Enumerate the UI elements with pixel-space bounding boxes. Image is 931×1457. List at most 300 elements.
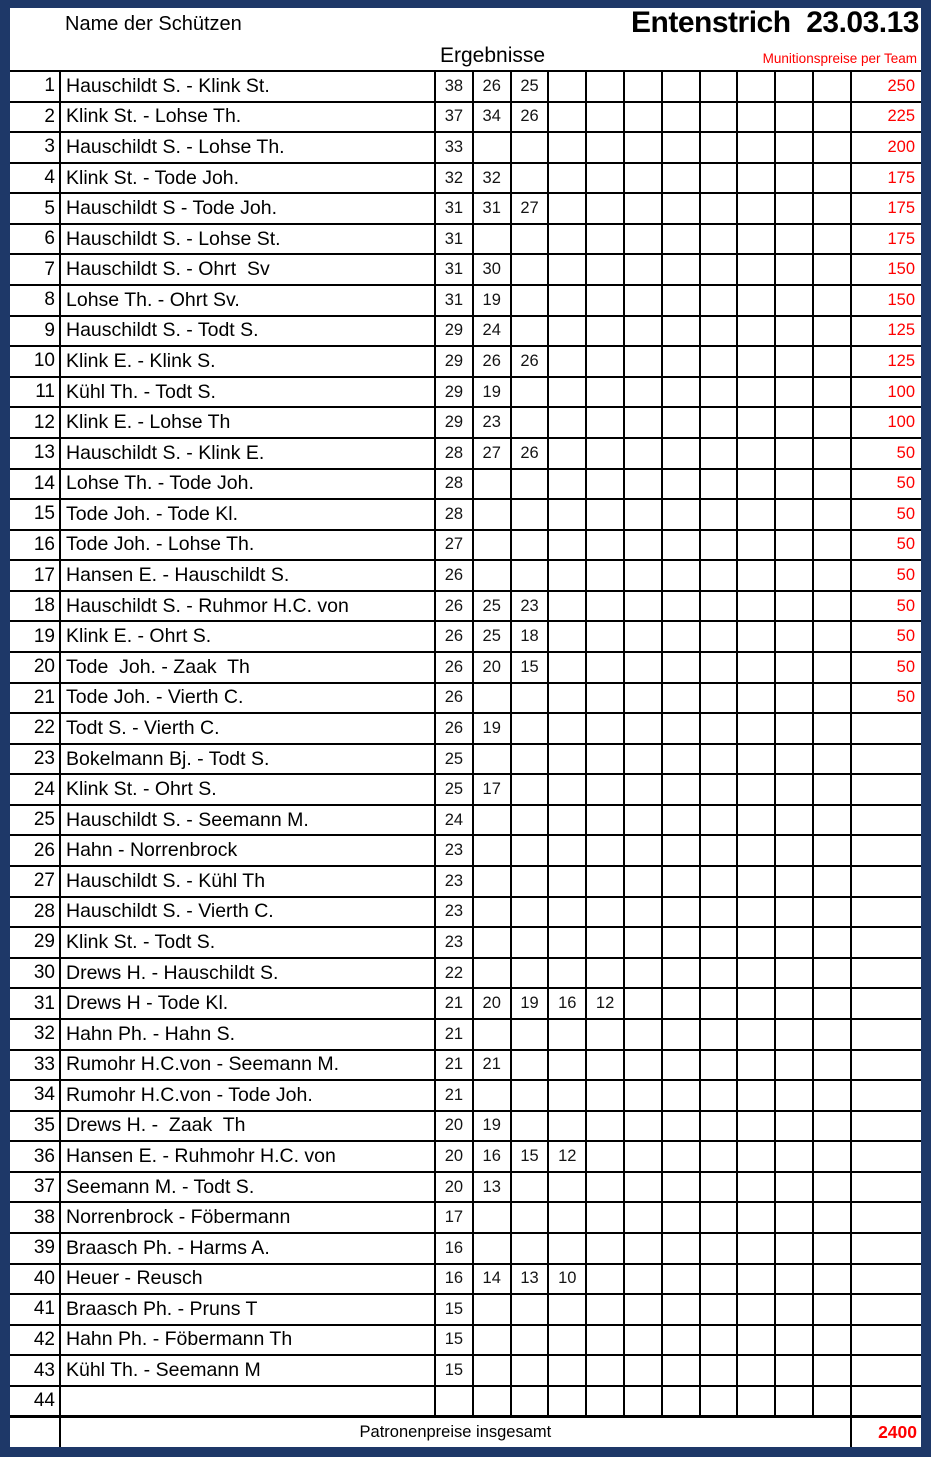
score-cell bbox=[586, 285, 624, 316]
score-cell bbox=[775, 1141, 813, 1172]
score-cell bbox=[662, 224, 700, 255]
score-cell bbox=[548, 530, 586, 561]
row-number: 34 bbox=[10, 1080, 60, 1111]
price-cell bbox=[851, 1202, 921, 1233]
score-cell bbox=[624, 1111, 662, 1142]
score-cell bbox=[586, 377, 624, 408]
score-cell: 19 bbox=[473, 713, 511, 744]
score-cell: 16 bbox=[473, 1141, 511, 1172]
price-cell: 150 bbox=[851, 285, 921, 316]
score-cell bbox=[700, 1080, 738, 1111]
price-cell: 150 bbox=[851, 254, 921, 285]
score-cell bbox=[662, 652, 700, 683]
score-cell bbox=[737, 1019, 775, 1050]
score-cell: 27 bbox=[511, 193, 549, 224]
score-cell bbox=[737, 163, 775, 194]
score-cell bbox=[813, 1172, 851, 1203]
team-name: Hauschildt S. - Seemann M. bbox=[60, 805, 435, 836]
score-cell bbox=[813, 866, 851, 897]
price-cell: 175 bbox=[851, 224, 921, 255]
score-cell bbox=[624, 1080, 662, 1111]
row-number: 22 bbox=[10, 713, 60, 744]
score-cell bbox=[511, 224, 549, 255]
score-cell bbox=[511, 254, 549, 285]
row-number: 9 bbox=[10, 316, 60, 347]
score-cell bbox=[511, 927, 549, 958]
score-cell bbox=[737, 835, 775, 866]
score-cell bbox=[586, 1233, 624, 1264]
row-number: 4 bbox=[10, 163, 60, 194]
score-cell bbox=[624, 254, 662, 285]
team-name: Hansen E. - Ruhmohr H.C. von bbox=[60, 1141, 435, 1172]
score-cell bbox=[775, 1019, 813, 1050]
team-name: Hauschildt S - Tode Joh. bbox=[60, 193, 435, 224]
score-cell bbox=[813, 71, 851, 102]
table-row bbox=[10, 530, 921, 561]
score-cell: 27 bbox=[435, 530, 473, 561]
score-cell bbox=[511, 285, 549, 316]
score-cell bbox=[548, 1111, 586, 1142]
score-cell bbox=[548, 1019, 586, 1050]
total-row bbox=[10, 1416, 921, 1447]
table-row bbox=[10, 469, 921, 500]
score-cell bbox=[662, 469, 700, 500]
score-cell bbox=[700, 346, 738, 377]
score-cell bbox=[548, 499, 586, 530]
score-cell bbox=[700, 1355, 738, 1386]
table-row bbox=[10, 316, 921, 347]
row-number: 10 bbox=[10, 346, 60, 377]
score-cell bbox=[775, 1080, 813, 1111]
price-cell: 125 bbox=[851, 316, 921, 347]
score-cell bbox=[700, 71, 738, 102]
row-number: 43 bbox=[10, 1355, 60, 1386]
score-cell bbox=[775, 1233, 813, 1264]
score-cell bbox=[473, 1202, 511, 1233]
score-cell bbox=[737, 1202, 775, 1233]
score-cell bbox=[813, 469, 851, 500]
score-cell bbox=[511, 1355, 549, 1386]
score-cell: 22 bbox=[435, 958, 473, 989]
team-name: Tode Joh. - Vierth C. bbox=[60, 683, 435, 714]
team-name: Klink E. - Lohse Th bbox=[60, 407, 435, 438]
score-cell: 18 bbox=[511, 621, 549, 652]
score-cell bbox=[775, 316, 813, 347]
score-cell: 26 bbox=[435, 683, 473, 714]
score-cell bbox=[700, 866, 738, 897]
price-cell bbox=[851, 713, 921, 744]
price-cell: 200 bbox=[851, 132, 921, 163]
score-cell bbox=[586, 469, 624, 500]
score-cell bbox=[775, 1264, 813, 1295]
score-cell bbox=[548, 224, 586, 255]
score-cell: 19 bbox=[473, 1111, 511, 1142]
score-cell bbox=[511, 958, 549, 989]
score-cell bbox=[813, 316, 851, 347]
total-value: 2400 bbox=[851, 1416, 921, 1447]
team-name: Braasch Ph. - Harms A. bbox=[60, 1233, 435, 1264]
table-row bbox=[10, 1141, 921, 1172]
score-cell bbox=[624, 438, 662, 469]
score-cell bbox=[700, 1264, 738, 1295]
score-cell bbox=[548, 774, 586, 805]
score-cell bbox=[511, 377, 549, 408]
score-cell bbox=[662, 377, 700, 408]
score-cell bbox=[586, 652, 624, 683]
score-cell bbox=[624, 132, 662, 163]
score-cell bbox=[548, 1386, 586, 1416]
score-cell: 37 bbox=[435, 102, 473, 133]
row-number: 11 bbox=[10, 377, 60, 408]
score-cell bbox=[737, 988, 775, 1019]
score-cell bbox=[624, 71, 662, 102]
score-cell bbox=[813, 499, 851, 530]
team-name: Kühl Th. - Todt S. bbox=[60, 377, 435, 408]
price-cell: 50 bbox=[851, 530, 921, 561]
score-cell bbox=[586, 835, 624, 866]
score-cell bbox=[662, 499, 700, 530]
score-cell bbox=[624, 988, 662, 1019]
score-cell bbox=[662, 774, 700, 805]
team-name: Hauschildt S. - Kühl Th bbox=[60, 866, 435, 897]
price-cell bbox=[851, 1172, 921, 1203]
row-number: 29 bbox=[10, 927, 60, 958]
score-cell bbox=[473, 683, 511, 714]
score-cell bbox=[548, 377, 586, 408]
team-name: Klink St. - Todt S. bbox=[60, 927, 435, 958]
score-cell bbox=[700, 1386, 738, 1416]
score-cell bbox=[775, 988, 813, 1019]
score-cell bbox=[662, 988, 700, 1019]
score-cell bbox=[775, 285, 813, 316]
score-cell: 29 bbox=[435, 346, 473, 377]
score-cell bbox=[624, 530, 662, 561]
score-cell bbox=[700, 407, 738, 438]
score-cell bbox=[737, 71, 775, 102]
team-name: Hauschildt S. - Vierth C. bbox=[60, 897, 435, 928]
score-cell bbox=[737, 866, 775, 897]
price-cell bbox=[851, 805, 921, 836]
table-row bbox=[10, 927, 921, 958]
score-cell bbox=[662, 1111, 700, 1142]
team-name: Drews H. - Zaak Th bbox=[60, 1111, 435, 1142]
score-cell bbox=[586, 560, 624, 591]
table-row bbox=[10, 713, 921, 744]
team-name: Bokelmann Bj. - Todt S. bbox=[60, 744, 435, 775]
score-cell bbox=[775, 224, 813, 255]
score-cell: 25 bbox=[435, 744, 473, 775]
score-cell bbox=[737, 438, 775, 469]
score-cell bbox=[624, 1172, 662, 1203]
score-cell bbox=[813, 652, 851, 683]
table-row bbox=[10, 438, 921, 469]
table-row bbox=[10, 683, 921, 714]
score-cell bbox=[662, 1233, 700, 1264]
score-cell bbox=[624, 713, 662, 744]
score-cell: 20 bbox=[435, 1172, 473, 1203]
price-cell bbox=[851, 1294, 921, 1325]
score-cell bbox=[548, 469, 586, 500]
score-cell bbox=[548, 1294, 586, 1325]
row-number: 35 bbox=[10, 1111, 60, 1142]
score-cell bbox=[624, 835, 662, 866]
score-cell bbox=[548, 193, 586, 224]
score-cell bbox=[662, 102, 700, 133]
team-name: Hauschildt S. - Todt S. bbox=[60, 316, 435, 347]
score-cell bbox=[586, 1202, 624, 1233]
score-cell bbox=[737, 1355, 775, 1386]
score-cell: 26 bbox=[473, 346, 511, 377]
row-number: 41 bbox=[10, 1294, 60, 1325]
score-cell bbox=[775, 407, 813, 438]
score-cell bbox=[813, 1386, 851, 1416]
score-cell bbox=[662, 866, 700, 897]
score-cell bbox=[586, 163, 624, 194]
score-cell bbox=[473, 744, 511, 775]
row-number: 40 bbox=[10, 1264, 60, 1295]
score-cell bbox=[775, 1294, 813, 1325]
score-cell bbox=[737, 224, 775, 255]
score-cell bbox=[775, 1386, 813, 1416]
score-cell bbox=[813, 621, 851, 652]
score-cell bbox=[662, 560, 700, 591]
score-cell bbox=[473, 835, 511, 866]
score-cell bbox=[624, 224, 662, 255]
score-cell bbox=[662, 835, 700, 866]
score-cell bbox=[662, 1172, 700, 1203]
score-cell bbox=[586, 1050, 624, 1081]
score-cell: 25 bbox=[473, 621, 511, 652]
score-cell bbox=[624, 377, 662, 408]
score-cell bbox=[662, 958, 700, 989]
score-cell: 23 bbox=[435, 897, 473, 928]
score-cell bbox=[586, 1386, 624, 1416]
score-cell bbox=[624, 163, 662, 194]
score-cell bbox=[737, 102, 775, 133]
score-cell: 25 bbox=[435, 774, 473, 805]
team-name: Drews H - Tode Kl. bbox=[60, 988, 435, 1019]
score-cell: 38 bbox=[435, 71, 473, 102]
score-cell bbox=[473, 1019, 511, 1050]
score-cell bbox=[700, 1294, 738, 1325]
score-cell: 21 bbox=[435, 988, 473, 1019]
score-cell bbox=[737, 591, 775, 622]
score-cell bbox=[624, 407, 662, 438]
score-cell: 31 bbox=[435, 285, 473, 316]
score-cell bbox=[473, 866, 511, 897]
score-cell: 28 bbox=[435, 438, 473, 469]
score-cell bbox=[511, 163, 549, 194]
score-cell bbox=[548, 744, 586, 775]
score-cell bbox=[511, 1233, 549, 1264]
table-row bbox=[10, 1294, 921, 1325]
score-cell bbox=[775, 193, 813, 224]
row-number: 26 bbox=[10, 835, 60, 866]
score-cell bbox=[700, 652, 738, 683]
score-cell bbox=[737, 652, 775, 683]
score-cell bbox=[662, 1294, 700, 1325]
table-row bbox=[10, 1386, 921, 1416]
score-cell bbox=[624, 866, 662, 897]
score-cell bbox=[737, 1111, 775, 1142]
score-cell bbox=[624, 316, 662, 347]
team-name: Lohse Th. - Ohrt Sv. bbox=[60, 285, 435, 316]
event-title: Entenstrich 23.03.13 bbox=[631, 6, 919, 39]
price-cell: 125 bbox=[851, 346, 921, 377]
team-name: Hahn Ph. - Hahn S. bbox=[60, 1019, 435, 1050]
team-name: Hansen E. - Hauschildt S. bbox=[60, 560, 435, 591]
score-cell bbox=[662, 254, 700, 285]
score-cell bbox=[813, 713, 851, 744]
score-cell bbox=[586, 346, 624, 377]
score-cell bbox=[548, 1202, 586, 1233]
score-cell bbox=[700, 927, 738, 958]
score-cell bbox=[775, 530, 813, 561]
score-cell bbox=[813, 102, 851, 133]
row-number: 33 bbox=[10, 1050, 60, 1081]
score-cell bbox=[662, 683, 700, 714]
score-cell bbox=[813, 377, 851, 408]
score-cell: 15 bbox=[435, 1355, 473, 1386]
score-cell bbox=[473, 1355, 511, 1386]
score-cell bbox=[548, 958, 586, 989]
score-cell bbox=[813, 254, 851, 285]
score-cell bbox=[548, 438, 586, 469]
score-cell: 26 bbox=[435, 621, 473, 652]
score-cell: 32 bbox=[473, 163, 511, 194]
team-name: Rumohr H.C.von - Tode Joh. bbox=[60, 1080, 435, 1111]
score-cell bbox=[548, 316, 586, 347]
team-name: Klink E. - Klink S. bbox=[60, 346, 435, 377]
row-number: 37 bbox=[10, 1172, 60, 1203]
team-name: Heuer - Reusch bbox=[60, 1264, 435, 1295]
score-cell bbox=[662, 316, 700, 347]
score-cell: 23 bbox=[473, 407, 511, 438]
score-cell bbox=[737, 1172, 775, 1203]
score-cell bbox=[662, 407, 700, 438]
row-number: 15 bbox=[10, 499, 60, 530]
price-cell: 50 bbox=[851, 591, 921, 622]
price-cell bbox=[851, 744, 921, 775]
score-cell: 15 bbox=[511, 652, 549, 683]
score-cell bbox=[775, 346, 813, 377]
price-cell bbox=[851, 1141, 921, 1172]
score-cell: 20 bbox=[435, 1141, 473, 1172]
score-cell bbox=[586, 193, 624, 224]
score-cell bbox=[548, 102, 586, 133]
score-cell bbox=[700, 438, 738, 469]
results-table bbox=[10, 70, 921, 1447]
row-number: 13 bbox=[10, 438, 60, 469]
score-cell bbox=[813, 560, 851, 591]
score-cell bbox=[548, 835, 586, 866]
score-cell: 24 bbox=[435, 805, 473, 836]
score-cell bbox=[662, 621, 700, 652]
score-cell bbox=[624, 897, 662, 928]
score-cell bbox=[511, 407, 549, 438]
score-cell bbox=[737, 805, 775, 836]
score-cell bbox=[775, 254, 813, 285]
score-cell bbox=[813, 224, 851, 255]
score-cell: 17 bbox=[473, 774, 511, 805]
score-cell bbox=[775, 958, 813, 989]
score-cell bbox=[737, 1080, 775, 1111]
score-cell bbox=[775, 591, 813, 622]
price-cell: 50 bbox=[851, 621, 921, 652]
score-cell: 31 bbox=[435, 193, 473, 224]
score-cell: 31 bbox=[435, 254, 473, 285]
score-cell bbox=[586, 316, 624, 347]
table-row bbox=[10, 897, 921, 928]
table-row bbox=[10, 407, 921, 438]
score-cell bbox=[511, 530, 549, 561]
score-cell bbox=[624, 1019, 662, 1050]
score-cell: 29 bbox=[435, 377, 473, 408]
score-cell bbox=[737, 927, 775, 958]
score-cell: 32 bbox=[435, 163, 473, 194]
score-cell bbox=[700, 897, 738, 928]
score-cell bbox=[586, 254, 624, 285]
score-cell: 21 bbox=[435, 1050, 473, 1081]
score-cell bbox=[775, 683, 813, 714]
score-cell bbox=[700, 285, 738, 316]
score-cell bbox=[737, 958, 775, 989]
price-cell: 100 bbox=[851, 407, 921, 438]
row-number: 28 bbox=[10, 897, 60, 928]
score-cell bbox=[737, 1233, 775, 1264]
table-row bbox=[10, 1019, 921, 1050]
score-cell bbox=[700, 469, 738, 500]
score-cell bbox=[813, 988, 851, 1019]
score-cell: 15 bbox=[435, 1294, 473, 1325]
row-number: 7 bbox=[10, 254, 60, 285]
score-cell bbox=[700, 316, 738, 347]
team-name: Hauschildt S. - Ruhmor H.C. von bbox=[60, 591, 435, 622]
score-cell bbox=[473, 1233, 511, 1264]
team-name: Hauschildt S. - Klink St. bbox=[60, 71, 435, 102]
score-cell bbox=[586, 866, 624, 897]
score-cell: 23 bbox=[435, 835, 473, 866]
score-cell bbox=[813, 805, 851, 836]
score-cell: 21 bbox=[473, 1050, 511, 1081]
table-row bbox=[10, 805, 921, 836]
score-cell bbox=[813, 1294, 851, 1325]
price-cell: 50 bbox=[851, 438, 921, 469]
score-cell: 28 bbox=[435, 469, 473, 500]
score-cell bbox=[737, 254, 775, 285]
table-row bbox=[10, 346, 921, 377]
score-cell bbox=[700, 1172, 738, 1203]
table-row bbox=[10, 1050, 921, 1081]
row-number: 38 bbox=[10, 1202, 60, 1233]
score-cell bbox=[473, 560, 511, 591]
row-number: 18 bbox=[10, 591, 60, 622]
score-cell bbox=[700, 591, 738, 622]
team-name: Braasch Ph. - Pruns T bbox=[60, 1294, 435, 1325]
table-row bbox=[10, 1355, 921, 1386]
row-number: 20 bbox=[10, 652, 60, 683]
price-cell bbox=[851, 1325, 921, 1356]
score-cell bbox=[775, 774, 813, 805]
score-cell bbox=[586, 805, 624, 836]
score-cell bbox=[511, 1386, 549, 1416]
score-cell bbox=[624, 683, 662, 714]
score-cell bbox=[737, 499, 775, 530]
sheet-header bbox=[10, 8, 921, 70]
score-cell bbox=[700, 958, 738, 989]
score-cell bbox=[511, 1172, 549, 1203]
score-cell bbox=[548, 927, 586, 958]
